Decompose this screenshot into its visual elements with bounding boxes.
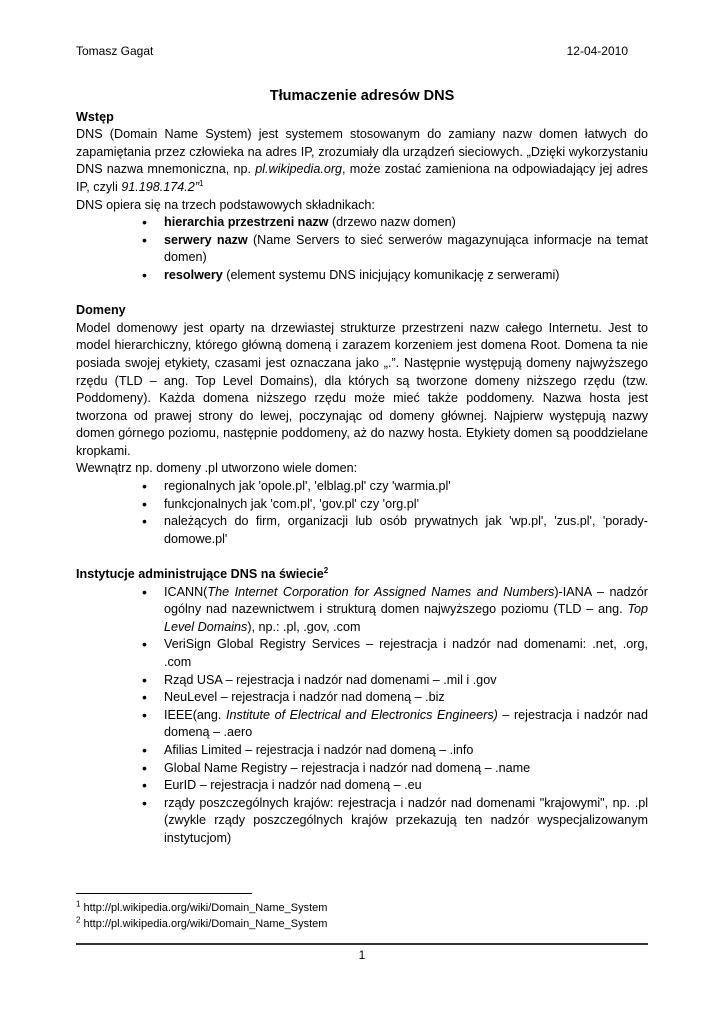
list-item: • rządy poszczególnych krajów: rejestracja i nadzór nad domenami "krajowymi", np. .pl (zwykle rządy poszczególnych krajów przekazują ten nadzór wyspecjalizowanym instytucjom) [76, 795, 648, 848]
intro-paragraph-2: DNS opiera się na trzech podstawowych składnikach: [76, 197, 375, 212]
list-item: • NeuLevel – rejestracja i nadzór nad domeną – .biz [76, 689, 648, 707]
section-heading-intro: Wstęp [76, 109, 114, 124]
footnotes [76, 900, 327, 932]
list-item: • hierarchia przestrzeni nazw (drzewo nazw domen) [76, 214, 648, 232]
header-date: 12-04-2010 [566, 44, 628, 58]
footer-rule [76, 943, 648, 945]
list-item: • EurID – rejestracja i nadzór nad domeną – .eu [76, 777, 648, 795]
header-author: Tomasz Gagat [76, 44, 154, 58]
institutions-list [76, 584, 648, 848]
list-item: • resolwery (element systemu DNS inicjujący komunikację z serwerami) [76, 267, 648, 285]
list-item: • Afilias Limited – rejestracja i nadzór nad domeną – .info [76, 742, 648, 760]
footnote-ref-2: 2 [323, 565, 329, 575]
page-number: 1 [358, 948, 366, 962]
page-content [76, 88, 648, 848]
list-item: • Rząd USA – rejestracja i nadzór nad domenami – .mil i .gov [76, 672, 648, 690]
dns-components-list [76, 214, 648, 284]
page-title: Tłumaczenie adresów DNS [269, 88, 455, 104]
list-item: • funkcjonalnych jak 'com.pl', 'gov.pl' czy 'org.pl' [76, 496, 648, 514]
list-item: • należących do firm, organizacji lub osób prywatnych jak 'wp.pl', 'zus.pl', 'porady-domowe.pl' [76, 513, 648, 548]
domains-paragraph-2: Wewnątrz np. domeny .pl utworzono wiele domen: [76, 461, 358, 476]
footnote-2: $^2$ http://pl.wikipedia.org/wiki/Domain_Name_System [76, 915, 328, 930]
footnote-ref-1: 1 [199, 178, 204, 188]
list-item: • regionalnych jak 'opole.pl', 'elblag.pl' czy 'warmia.pl' [76, 478, 648, 496]
pl-domains-list [76, 478, 648, 548]
list-item: • serwery nazw (Name Servers to sieć serwerów magazynująca informacje na temat domen) [76, 232, 648, 267]
intro-paragraph: DNS (Domain Name System) jest systemem stosowanym do zamiany nazw domen łatwych do zapamiętania przez człowieka na adres IP, zrozumiały dla urządzeń sieciowych. „Dzięki wykorzystaniu DNS nazwa mnemoniczna, np. pl.wikipedia.org, może zostać zamieniona na odpowiadający jej adres IP, czyli 91.198.174.2”$^1$ [76, 127, 648, 194]
footnote-1: $^1$ http://pl.wikipedia.org/wiki/Domain_Name_System [76, 899, 328, 914]
list-item: • Global Name Registry – rejestracja i nadzór nad domeną – .name [76, 760, 648, 778]
list-item: • ICANN(The Internet Corporation for Assigned Names and Numbers)-IANA – nadzór ogólny nad nazewnictwem i strukturą domen najwyższego poziomu (TLD – ang. Top Level Domains), np.: .pl, .gov, .com [76, 584, 648, 637]
domains-paragraph: Model domenowy jest oparty na drzewiastej strukturze przestrzeni nazw całego Internetu. Jest to model hierarchiczny, którego główną domeną i zarazem korzeniem jest domena Root. Domena ta nie posiada swojej etykiety, czasami jest oznaczana jako „.”. Następnie występują domeny najwyższego rzędu (TLD – ang. Top Level Domains), dla których są tworzone domeny niższego rzędu (tzw. Poddomeny). Każda domena niższego rzędu może mieć także poddomeny. Nazwa hosta jest tworzona od prawej strony do lewej, poczynając od domeny głównej. Najpierw występują nazwy domen górnego poziomu, następnie poddomeny, aż do nazwy hosta. Etykiety domen są pooddzielane kropkami. [76, 320, 648, 458]
list-item: • VeriSign Global Registry Services – rejestracja i nadzór nad domenami: .net, .org, .com [76, 636, 648, 671]
footnote-separator [76, 893, 252, 894]
list-item: • IEEE(ang. Institute of Electrical and Electronics Engineers) – rejestracja i nadzór nad domeną – .aero [76, 707, 648, 742]
section-heading-institutions: Instytucje administrujące DNS na świecie$^2$ [76, 565, 329, 582]
section-heading-domains: Domeny [76, 303, 126, 318]
